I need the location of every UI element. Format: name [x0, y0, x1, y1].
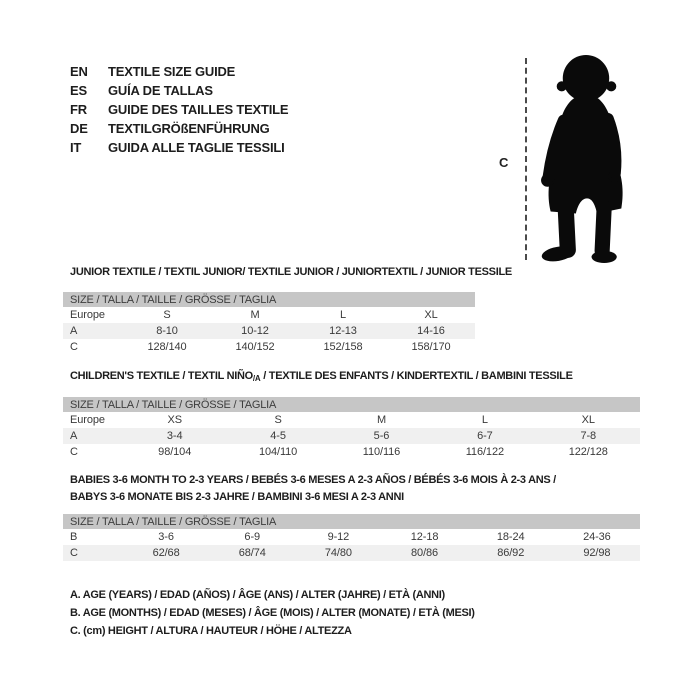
- babies-heading-line1: BABIES 3-6 MONTH TO 2-3 YEARS / BEBÉS 3-6 MESES A 2-3 AÑOS / BÉBÉS 3-6 MOIS À 2-3 ANS /: [70, 474, 556, 486]
- baby-silhouette: [532, 52, 644, 264]
- table-cell: XS: [167, 414, 182, 426]
- table-cell: 128/140: [147, 341, 187, 353]
- table-row: [63, 412, 640, 428]
- table-cell: L: [339, 309, 347, 321]
- footnotes: [70, 586, 475, 640]
- lang-row-es: [70, 81, 288, 100]
- table-cell: 9-12: [327, 531, 350, 543]
- table-cell: 7-8: [580, 430, 597, 442]
- table-row: [63, 323, 475, 339]
- lang-label: TEXTILE SIZE GUIDE: [108, 64, 236, 79]
- row-label: C: [70, 547, 78, 559]
- lang-row-it: [70, 138, 288, 157]
- table-cell: 5-6: [373, 430, 390, 442]
- row-label: A: [70, 430, 78, 442]
- table-row: [63, 307, 475, 323]
- footnote-c: C. (cm) HEIGHT / ALTURA / HAUTEUR / HÖHE / ALTEZZA: [70, 625, 352, 637]
- children-heading-pre: CHILDREN'S TEXTILE / TEXTIL NIÑO: [70, 370, 253, 382]
- row-label: A: [70, 325, 78, 337]
- table-cell: 110/116: [362, 446, 401, 458]
- table-cell: 122/128: [568, 446, 608, 458]
- babies-size-table: [63, 514, 640, 561]
- table-cell: 12-13: [329, 325, 357, 337]
- table-row: [63, 428, 640, 444]
- junior-section-heading: JUNIOR TEXTILE / TEXTIL JUNIOR/ TEXTILE JUNIOR / JUNIORTEXTIL / JUNIOR TESSILE: [70, 266, 512, 278]
- lang-code: ES: [70, 83, 87, 98]
- lang-code: EN: [70, 64, 88, 79]
- lang-code: FR: [70, 102, 87, 117]
- lang-label: TEXTILGRÖßENFÜHRUNG: [108, 121, 270, 136]
- table-cell: 68/74: [238, 547, 266, 559]
- children-section-heading: [70, 370, 573, 383]
- table-cell: 24-36: [583, 531, 611, 543]
- table-cell: 92/98: [583, 547, 611, 559]
- table-cell: 3-6: [158, 531, 174, 543]
- table-row: [63, 545, 640, 561]
- table-cell: 86/92: [497, 547, 525, 559]
- table-band-header: SIZE / TALLA / TAILLE / GRÖSSE / TAGLIA: [63, 292, 475, 307]
- row-label: C: [70, 446, 78, 458]
- lang-label: GUIDA ALLE TAGLIE TESSILI: [108, 140, 285, 155]
- table-cell: 116/122: [465, 446, 504, 458]
- lang-code: IT: [70, 140, 82, 155]
- table-cell: 62/68: [152, 547, 180, 559]
- table-cell: M: [250, 309, 260, 321]
- footnote-a: A. AGE (YEARS) / EDAD (AÑOS) / ÂGE (ANS) / ALTER (JAHRE) / ETÀ (ANNI): [70, 589, 445, 601]
- row-label: Europe: [70, 309, 105, 321]
- table-cell: 158/170: [411, 341, 451, 353]
- table-cell: 152/158: [323, 341, 363, 353]
- table-cell: 6-9: [244, 531, 261, 543]
- table-cell: 10-12: [241, 325, 269, 337]
- table-band-header: SIZE / TALLA / TAILLE / GRÖSSE / TAGLIA: [63, 514, 640, 529]
- table-cell: 3-4: [166, 430, 183, 442]
- row-label: Europe: [70, 414, 105, 426]
- table-cell: XL: [581, 414, 595, 426]
- babies-section-heading: [70, 472, 556, 506]
- language-legend: [70, 62, 288, 157]
- table-row: [63, 444, 640, 460]
- row-label: B: [70, 531, 78, 543]
- table-cell: 8-10: [156, 325, 178, 337]
- row-label: C: [70, 341, 78, 353]
- footnote-b: B. AGE (MONTHS) / EDAD (MESES) / ÂGE (MOIS) / ALTER (MONATE) / ETÀ (MESI): [70, 607, 475, 619]
- lang-label: GUÍA DE TALLAS: [108, 83, 213, 98]
- table-cell: L: [481, 414, 488, 426]
- table-cell: XL: [424, 309, 438, 321]
- lang-row-en: [70, 62, 288, 81]
- height-measure-label: C: [499, 155, 509, 170]
- table-cell: 98/104: [158, 446, 192, 458]
- height-measure-dashed-line: [525, 58, 527, 260]
- table-cell: 74/80: [324, 547, 352, 559]
- table-cell: 140/152: [235, 341, 275, 353]
- lang-row-fr: [70, 100, 288, 119]
- lang-label: GUIDE DES TAILLES TEXTILE: [108, 102, 289, 117]
- table-cell: M: [376, 414, 387, 426]
- table-cell: 104/110: [258, 446, 298, 458]
- table-cell: 80/86: [411, 547, 439, 559]
- lang-code: DE: [70, 121, 88, 136]
- children-heading-subscript: /A: [252, 374, 261, 383]
- table-cell: 4-5: [270, 430, 286, 442]
- table-cell: 14-16: [417, 325, 445, 337]
- table-cell: 12-18: [410, 531, 439, 543]
- junior-size-table: [63, 292, 475, 355]
- table-cell: S: [163, 309, 171, 321]
- children-size-table: [63, 397, 640, 460]
- babies-heading-line2: BABYS 3-6 MONATE BIS 2-3 JAHRE / BAMBINI 3-6 MESI A 2-3 ANNI: [70, 491, 404, 503]
- table-cell: S: [274, 414, 282, 426]
- lang-row-de: [70, 119, 288, 138]
- children-heading-post: / TEXTILE DES ENFANTS / KINDERTEXTIL / BAMBINI TESSILE: [260, 370, 573, 382]
- table-cell: 6-7: [477, 430, 493, 442]
- table-row: [63, 529, 640, 545]
- table-cell: 18-24: [496, 531, 525, 543]
- table-band-header: SIZE / TALLA / TAILLE / GRÖSSE / TAGLIA: [63, 397, 640, 412]
- table-row: [63, 339, 475, 355]
